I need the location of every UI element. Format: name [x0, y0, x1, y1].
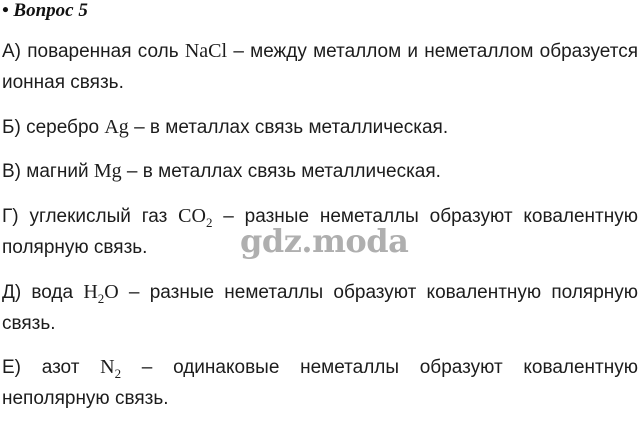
answer-item-b: [2, 112, 638, 143]
answer-item-g: [2, 201, 638, 263]
answer-item-e: [2, 352, 638, 414]
answer-text-after: – в металлах связь металлическая.: [128, 117, 449, 138]
chemical-formula: $H_2O$: [83, 281, 119, 306]
answer-text-after: – в металлах связь металлическая.: [121, 161, 441, 182]
question-heading: • Вопрос 5: [2, 0, 88, 21]
chemical-formula: NaCl: [184, 40, 228, 62]
answer-text-before: Б) серебро: [2, 117, 105, 138]
chemical-formula: Ag: [104, 116, 129, 138]
watermark-logo: gdz.moda: [240, 222, 409, 260]
answer-text-before: В) магний: [2, 161, 94, 182]
answer-item-v: [2, 156, 638, 187]
answer-item-a: [2, 36, 638, 98]
answer-text-after: – разные неметаллы образуют ковалентную полярную связь.: [2, 206, 638, 258]
answer-item-d: [2, 277, 638, 339]
answer-text-before: Е) азот: [2, 357, 101, 378]
chemical-formula: $N_2$: [100, 356, 122, 381]
answer-text-before: Г) углекислый газ: [2, 206, 179, 227]
answer-text-after: – разные неметаллы образуют ковалентную полярную связь.: [2, 282, 639, 334]
answer-text-before: Д) вода: [2, 282, 84, 303]
answer-text-after: – между металлом и неметаллом образуется ионная связь.: [2, 41, 638, 93]
chemical-formula: Mg: [93, 160, 122, 182]
answer-text-after: – одинаковые неметаллы образуют ковалентную неполярную связь.: [2, 357, 638, 409]
answer-text-before: А) поваренная соль: [2, 41, 185, 62]
chemical-formula: $CO_2$: [178, 205, 213, 230]
